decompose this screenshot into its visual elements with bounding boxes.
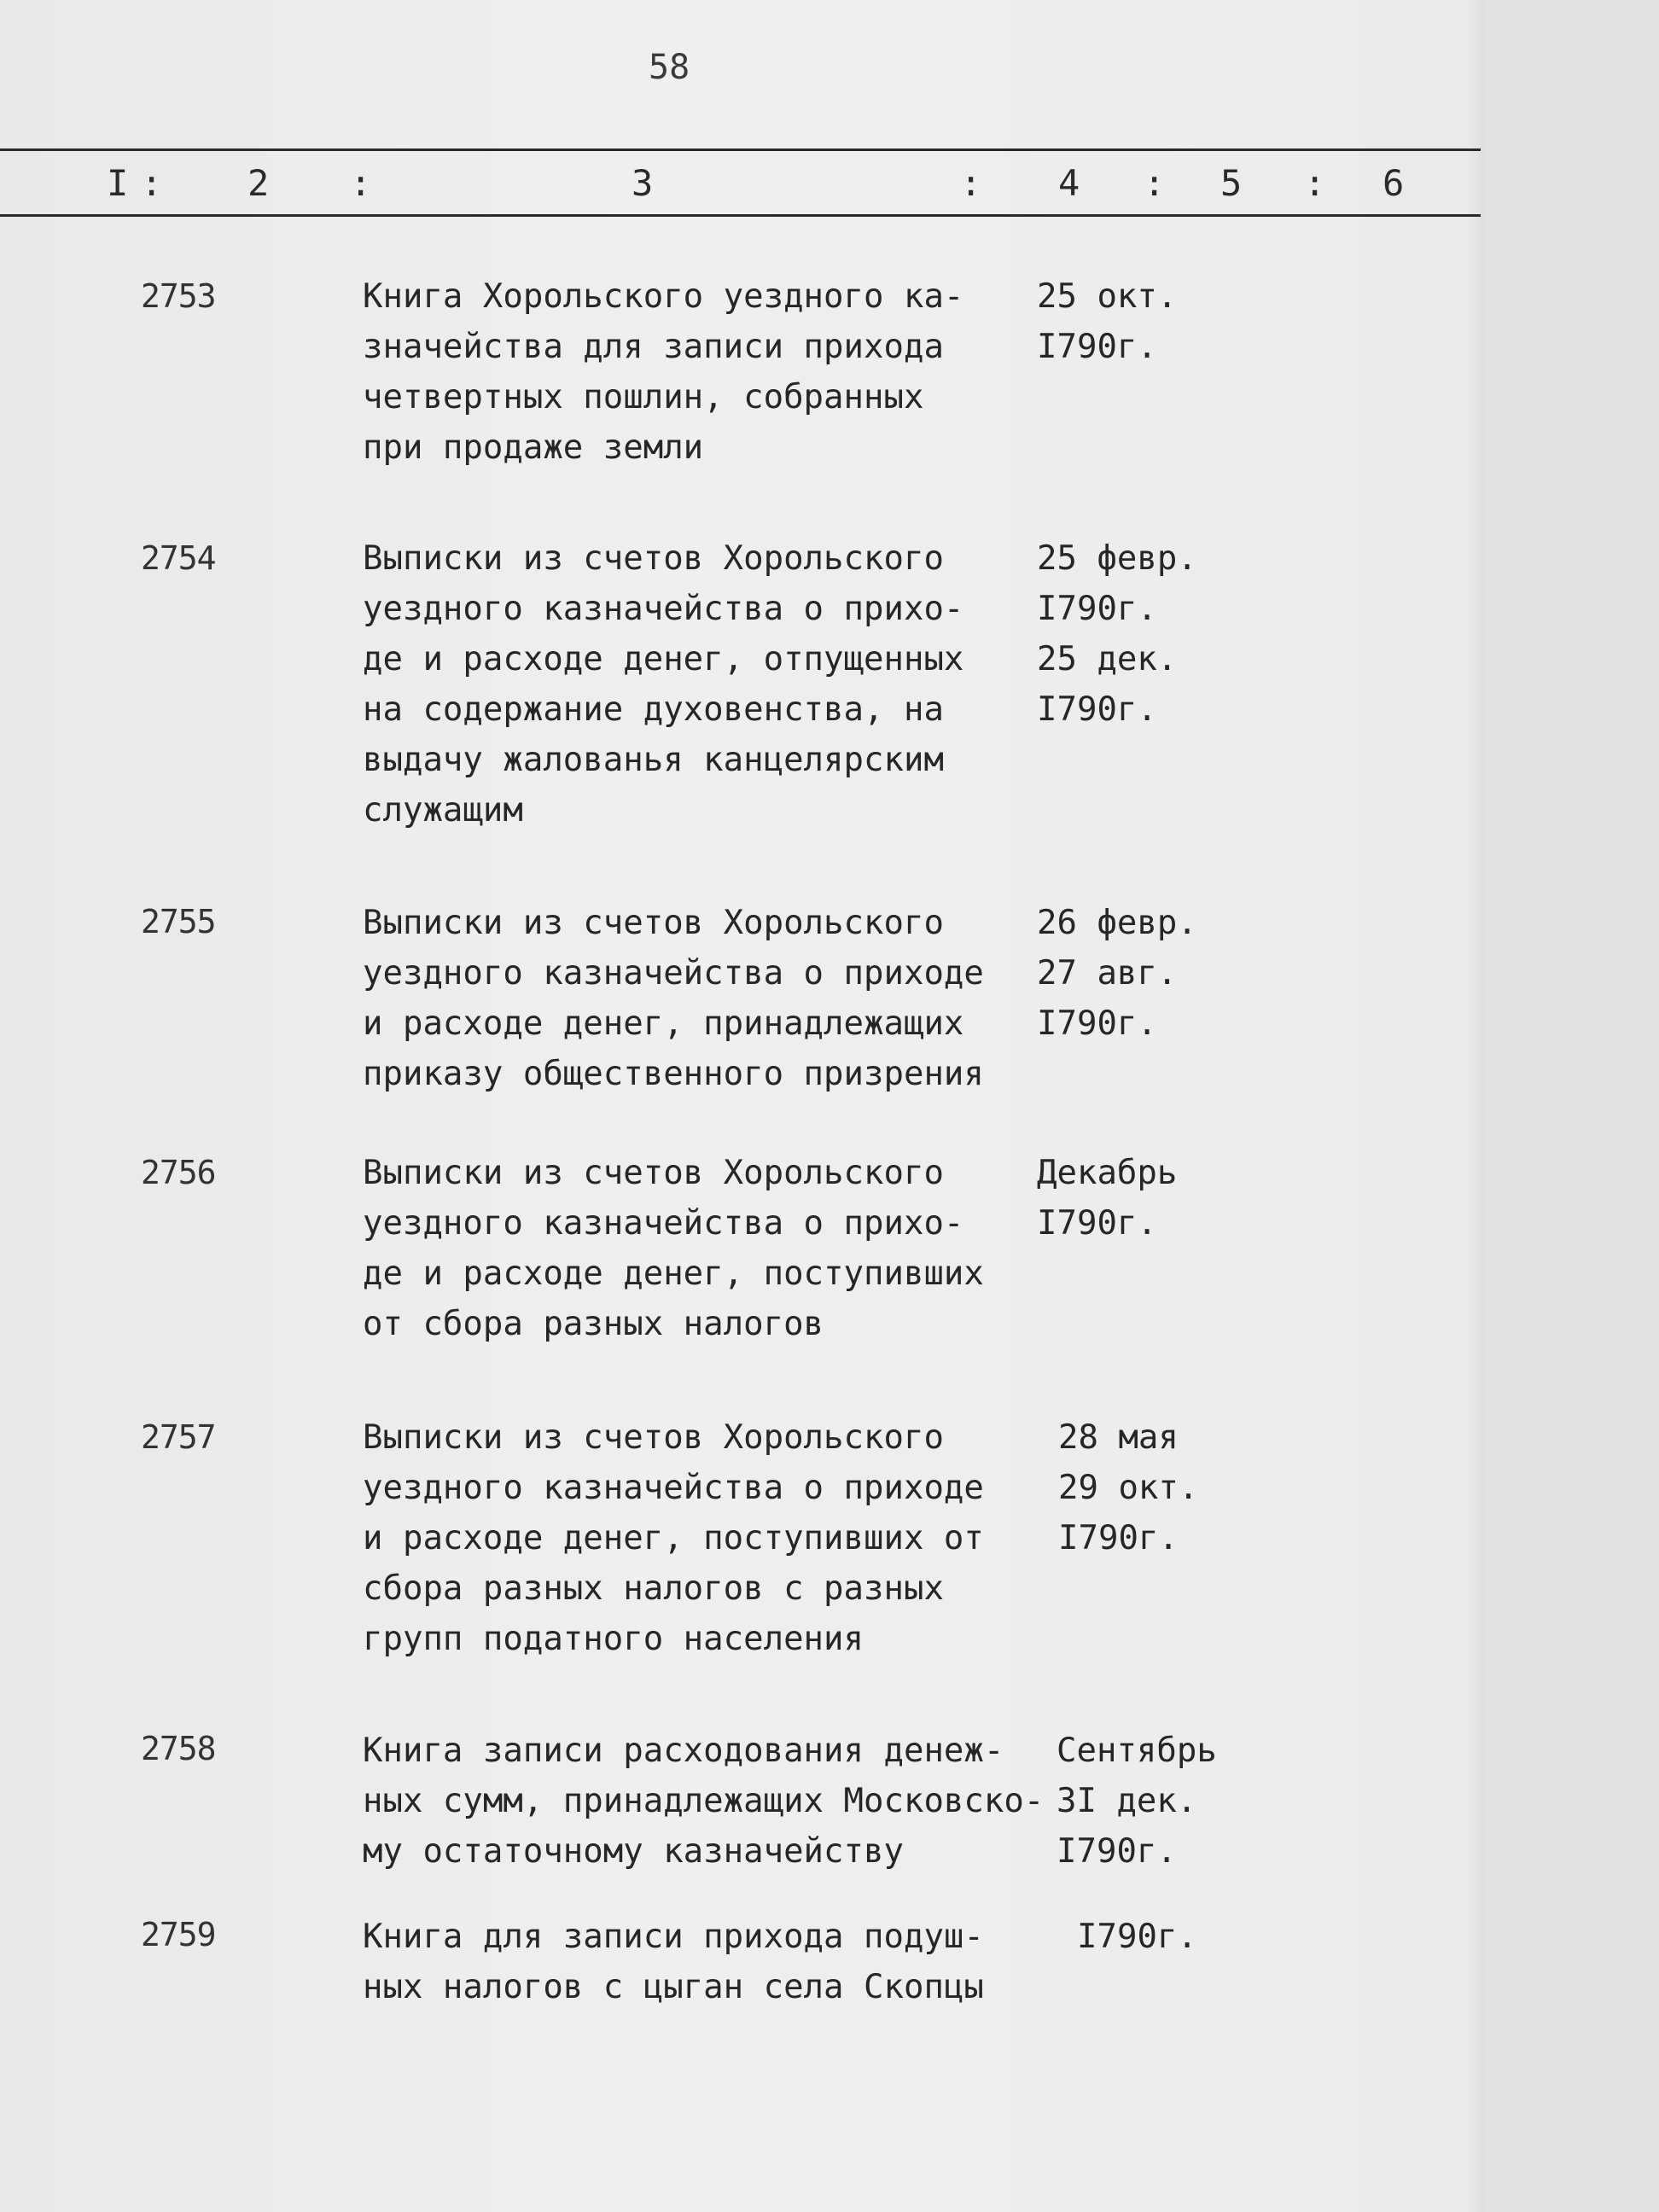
entry-dates xyxy=(1058,1412,1263,1563)
header-top-rule xyxy=(0,148,1481,151)
header-bottom-rule xyxy=(0,214,1481,217)
description-line: групп податного населения xyxy=(363,1620,864,1658)
entry-dates xyxy=(1037,533,1242,735)
date-line: I790г. xyxy=(1037,328,1157,366)
entry-number: 2757 xyxy=(141,1418,216,1456)
description-line: Выписки из счетов Хорольского xyxy=(363,1418,944,1457)
description-line: ных налогов с цыган села Скопцы xyxy=(363,1968,984,2006)
description-line: де и расходе денег, поступивших xyxy=(363,1254,984,1293)
entry-description xyxy=(363,1412,1011,1664)
page-number: 58 xyxy=(649,48,690,87)
column-header-1: I xyxy=(107,162,129,204)
entry-number: 2755 xyxy=(141,903,216,940)
description-line: сбора разных налогов с разных xyxy=(363,1569,944,1608)
date-line: 3I дек. xyxy=(1057,1782,1197,1820)
description-line: выдачу жалованья канцелярским xyxy=(363,741,944,779)
description-line: Выписки из счетов Хорольского xyxy=(363,539,944,578)
entry-dates xyxy=(1037,898,1242,1049)
date-line: 25 окт. xyxy=(1037,277,1178,316)
description-line: уездного казначейства о прихо- xyxy=(363,590,964,628)
entry-description xyxy=(363,898,1011,1099)
description-line: от сбора разных налогов xyxy=(363,1305,824,1343)
date-line: 25 февр. xyxy=(1037,539,1197,578)
entry-number: 2758 xyxy=(141,1730,216,1767)
description-line: Выписки из счетов Хорольского xyxy=(363,904,944,942)
entry-description xyxy=(363,1726,1045,1877)
description-line: Книга записи расходования денеж- xyxy=(363,1732,1004,1770)
date-line: I790г. xyxy=(1037,590,1157,628)
description-line: при продаже земли xyxy=(363,428,704,467)
date-line: 29 окт. xyxy=(1058,1469,1199,1507)
date-line: 26 февр. xyxy=(1037,904,1197,942)
description-line: де и расходе денег, отпущенных xyxy=(363,640,964,678)
description-line: уездного казначейства о приходе xyxy=(363,954,984,992)
description-line: Выписки из счетов Хорольского xyxy=(363,1154,944,1192)
description-line: на содержание духовенства, на xyxy=(363,690,944,729)
column-header-4: 4 xyxy=(1058,162,1080,204)
column-separator: : xyxy=(1144,162,1166,204)
column-header-2: 2 xyxy=(247,162,270,204)
entry-number: 2753 xyxy=(141,277,216,315)
date-line: I790г. xyxy=(1037,1004,1157,1043)
entry-dates xyxy=(1037,271,1242,372)
date-line: Сентябрь xyxy=(1057,1732,1217,1770)
description-line: приказу общественного призрения xyxy=(363,1055,984,1093)
entry-dates xyxy=(1037,1148,1242,1249)
entry-description xyxy=(363,1912,1011,2012)
description-line: четвертных пошлин, собранных xyxy=(363,378,924,416)
description-line: ных сумм, принадлежащих Московско- xyxy=(363,1782,1045,1820)
description-line: уездного казначейства о приходе xyxy=(363,1469,984,1507)
description-line: значейства для записи прихода xyxy=(363,328,944,366)
column-separator: : xyxy=(350,162,372,204)
column-separator: : xyxy=(960,162,982,204)
entry-number: 2756 xyxy=(141,1154,216,1191)
description-line: Книга Хорольского уездного ка- xyxy=(363,277,964,316)
date-line: I790г. xyxy=(1058,1519,1179,1557)
description-line: Книга для записи прихода подуш- xyxy=(363,1918,984,1956)
date-line: I790г. xyxy=(1077,1918,1197,1956)
entry-number: 2754 xyxy=(141,539,216,577)
entry-description xyxy=(363,533,1011,835)
date-line: I790г. xyxy=(1037,690,1157,729)
entry-dates xyxy=(1077,1912,1282,1962)
column-header-3: 3 xyxy=(632,162,654,204)
entry-number: 2759 xyxy=(141,1916,216,1953)
column-separator: : xyxy=(1304,162,1326,204)
description-line: уездного казначейства о прихо- xyxy=(363,1204,964,1243)
description-line: и расходе денег, принадлежащих xyxy=(363,1004,964,1043)
date-line: 27 авг. xyxy=(1037,954,1178,992)
description-line: и расходе денег, поступивших от xyxy=(363,1519,984,1557)
date-line: I790г. xyxy=(1057,1832,1177,1871)
entry-description xyxy=(363,271,1011,473)
entry-description xyxy=(363,1148,1011,1349)
column-separator: : xyxy=(141,162,163,204)
column-header-5: 5 xyxy=(1220,162,1243,204)
column-header-6: 6 xyxy=(1382,162,1405,204)
date-line: I790г. xyxy=(1037,1204,1157,1243)
date-line: 25 дек. xyxy=(1037,640,1178,678)
adjacent-page-edge xyxy=(1485,0,1659,2212)
description-line: служащим xyxy=(363,791,523,830)
date-line: Декабрь xyxy=(1037,1154,1178,1192)
description-line: му остаточному казначейству xyxy=(363,1832,904,1871)
date-line: 28 мая xyxy=(1058,1418,1179,1457)
entry-dates xyxy=(1057,1726,1261,1877)
